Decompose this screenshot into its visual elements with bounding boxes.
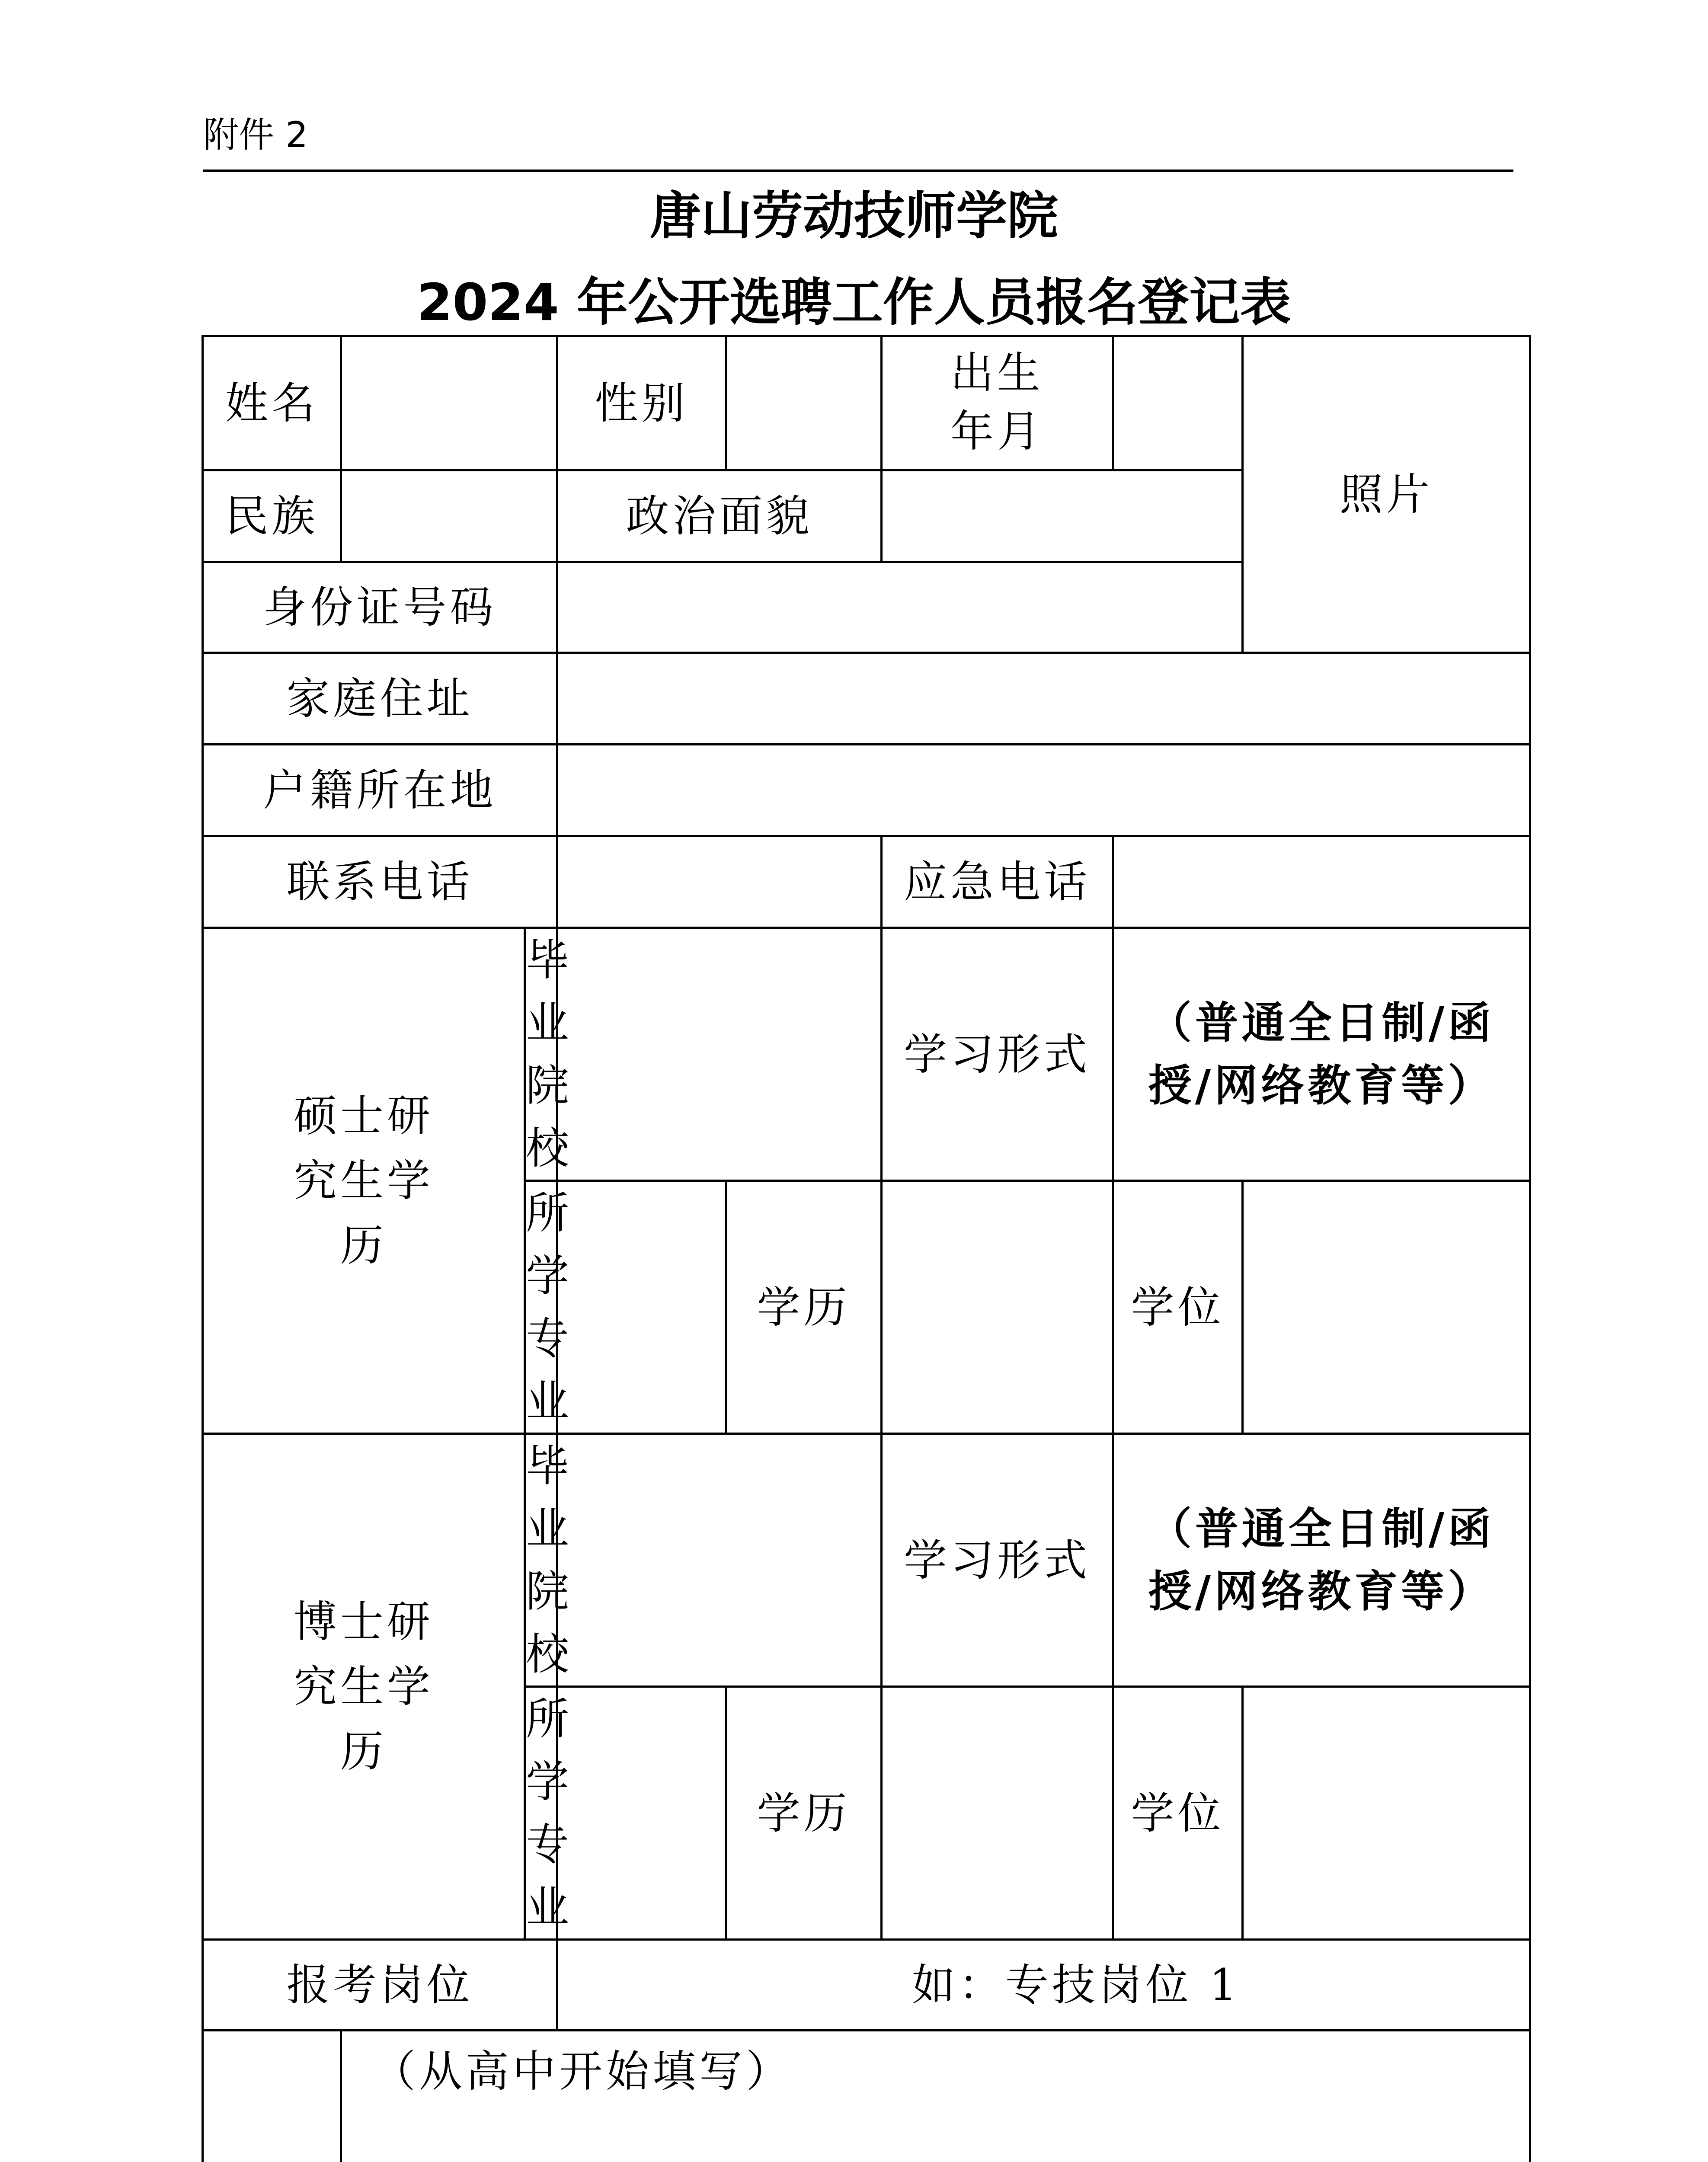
master-education-input[interactable]	[882, 1181, 1113, 1434]
page-subtitle: 2024 年公开选聘工作人员报名登记表	[417, 272, 1291, 332]
birth-input[interactable]	[1113, 336, 1243, 470]
master-degree-input[interactable]	[1243, 1181, 1530, 1434]
birth-label	[882, 336, 1113, 470]
doctor-section-text: 博士研究生学历	[294, 1596, 434, 1777]
header-rule	[203, 170, 1513, 172]
master-section-label	[203, 928, 525, 1434]
master-major-input[interactable]	[557, 1181, 726, 1434]
household-location-input[interactable]	[557, 745, 1530, 836]
name-input[interactable]	[341, 336, 557, 470]
household-location-label: 户籍所在地	[203, 745, 557, 836]
doctor-section-label	[203, 1434, 525, 1940]
master-degree-label: 学位	[1113, 1181, 1243, 1434]
resume-label	[203, 2031, 341, 2162]
resume-input[interactable]	[341, 2031, 1530, 2162]
emergency-phone-label: 应急电话	[882, 836, 1113, 928]
attachment-label: 附件 2	[203, 115, 308, 156]
birth-label-text: 出生年月	[950, 348, 1044, 457]
doctor-degree-label: 学位	[1113, 1687, 1243, 1940]
ethnicity-input[interactable]	[341, 470, 557, 562]
gender-label: 性别	[557, 336, 726, 470]
name-label: 姓名	[203, 336, 341, 470]
doctor-school-label-cell: 毕业院校	[525, 1434, 557, 1687]
gender-input[interactable]	[726, 336, 882, 470]
doctor-education-label: 学历	[726, 1687, 882, 1940]
ethnicity-label: 民族	[203, 470, 341, 562]
home-address-input[interactable]	[557, 653, 1530, 745]
doctor-major-input[interactable]	[557, 1687, 726, 1940]
applied-position-label: 报考岗位	[203, 1940, 557, 2031]
id-number-input[interactable]	[557, 562, 1243, 653]
applied-position-example: 如：专技岗位 1	[912, 1960, 1241, 2010]
master-school-input[interactable]	[557, 928, 882, 1181]
master-major-label: 所学专业	[525, 1181, 557, 1434]
applied-position-input[interactable]	[557, 1940, 1530, 2031]
phone-input[interactable]	[557, 836, 882, 928]
master-education-label: 学历	[726, 1181, 882, 1434]
master-study-form-label: 学习形式	[882, 928, 1113, 1181]
master-school-label-cell: 毕业院校	[525, 928, 557, 1181]
doctor-education-input[interactable]	[882, 1687, 1113, 1940]
id-number-label: 身份证号码	[203, 562, 557, 653]
master-study-form-note[interactable]: （普通全日制/函授/网络教育等）	[1113, 928, 1530, 1181]
political-status-input[interactable]	[882, 470, 1243, 562]
doctor-study-form-note[interactable]: （普通全日制/函授/网络教育等）	[1113, 1434, 1530, 1687]
doctor-degree-input[interactable]	[1243, 1687, 1530, 1940]
photo-cell[interactable]: 照片	[1243, 336, 1530, 653]
page-title: 唐山劳动技师学院	[649, 186, 1058, 246]
registration-form-table	[202, 335, 1531, 2162]
resume-hint: （从高中开始填写）	[372, 2046, 793, 2097]
phone-label: 联系电话	[203, 836, 557, 928]
doctor-major-label: 所学专业	[525, 1687, 557, 1940]
doctor-study-form-label: 学习形式	[882, 1434, 1113, 1687]
doctor-school-input[interactable]	[557, 1434, 882, 1687]
master-section-text: 硕士研究生学历	[294, 1090, 434, 1271]
home-address-label: 家庭住址	[203, 653, 557, 745]
emergency-phone-input[interactable]	[1113, 836, 1530, 928]
political-status-label: 政治面貌	[557, 470, 882, 562]
